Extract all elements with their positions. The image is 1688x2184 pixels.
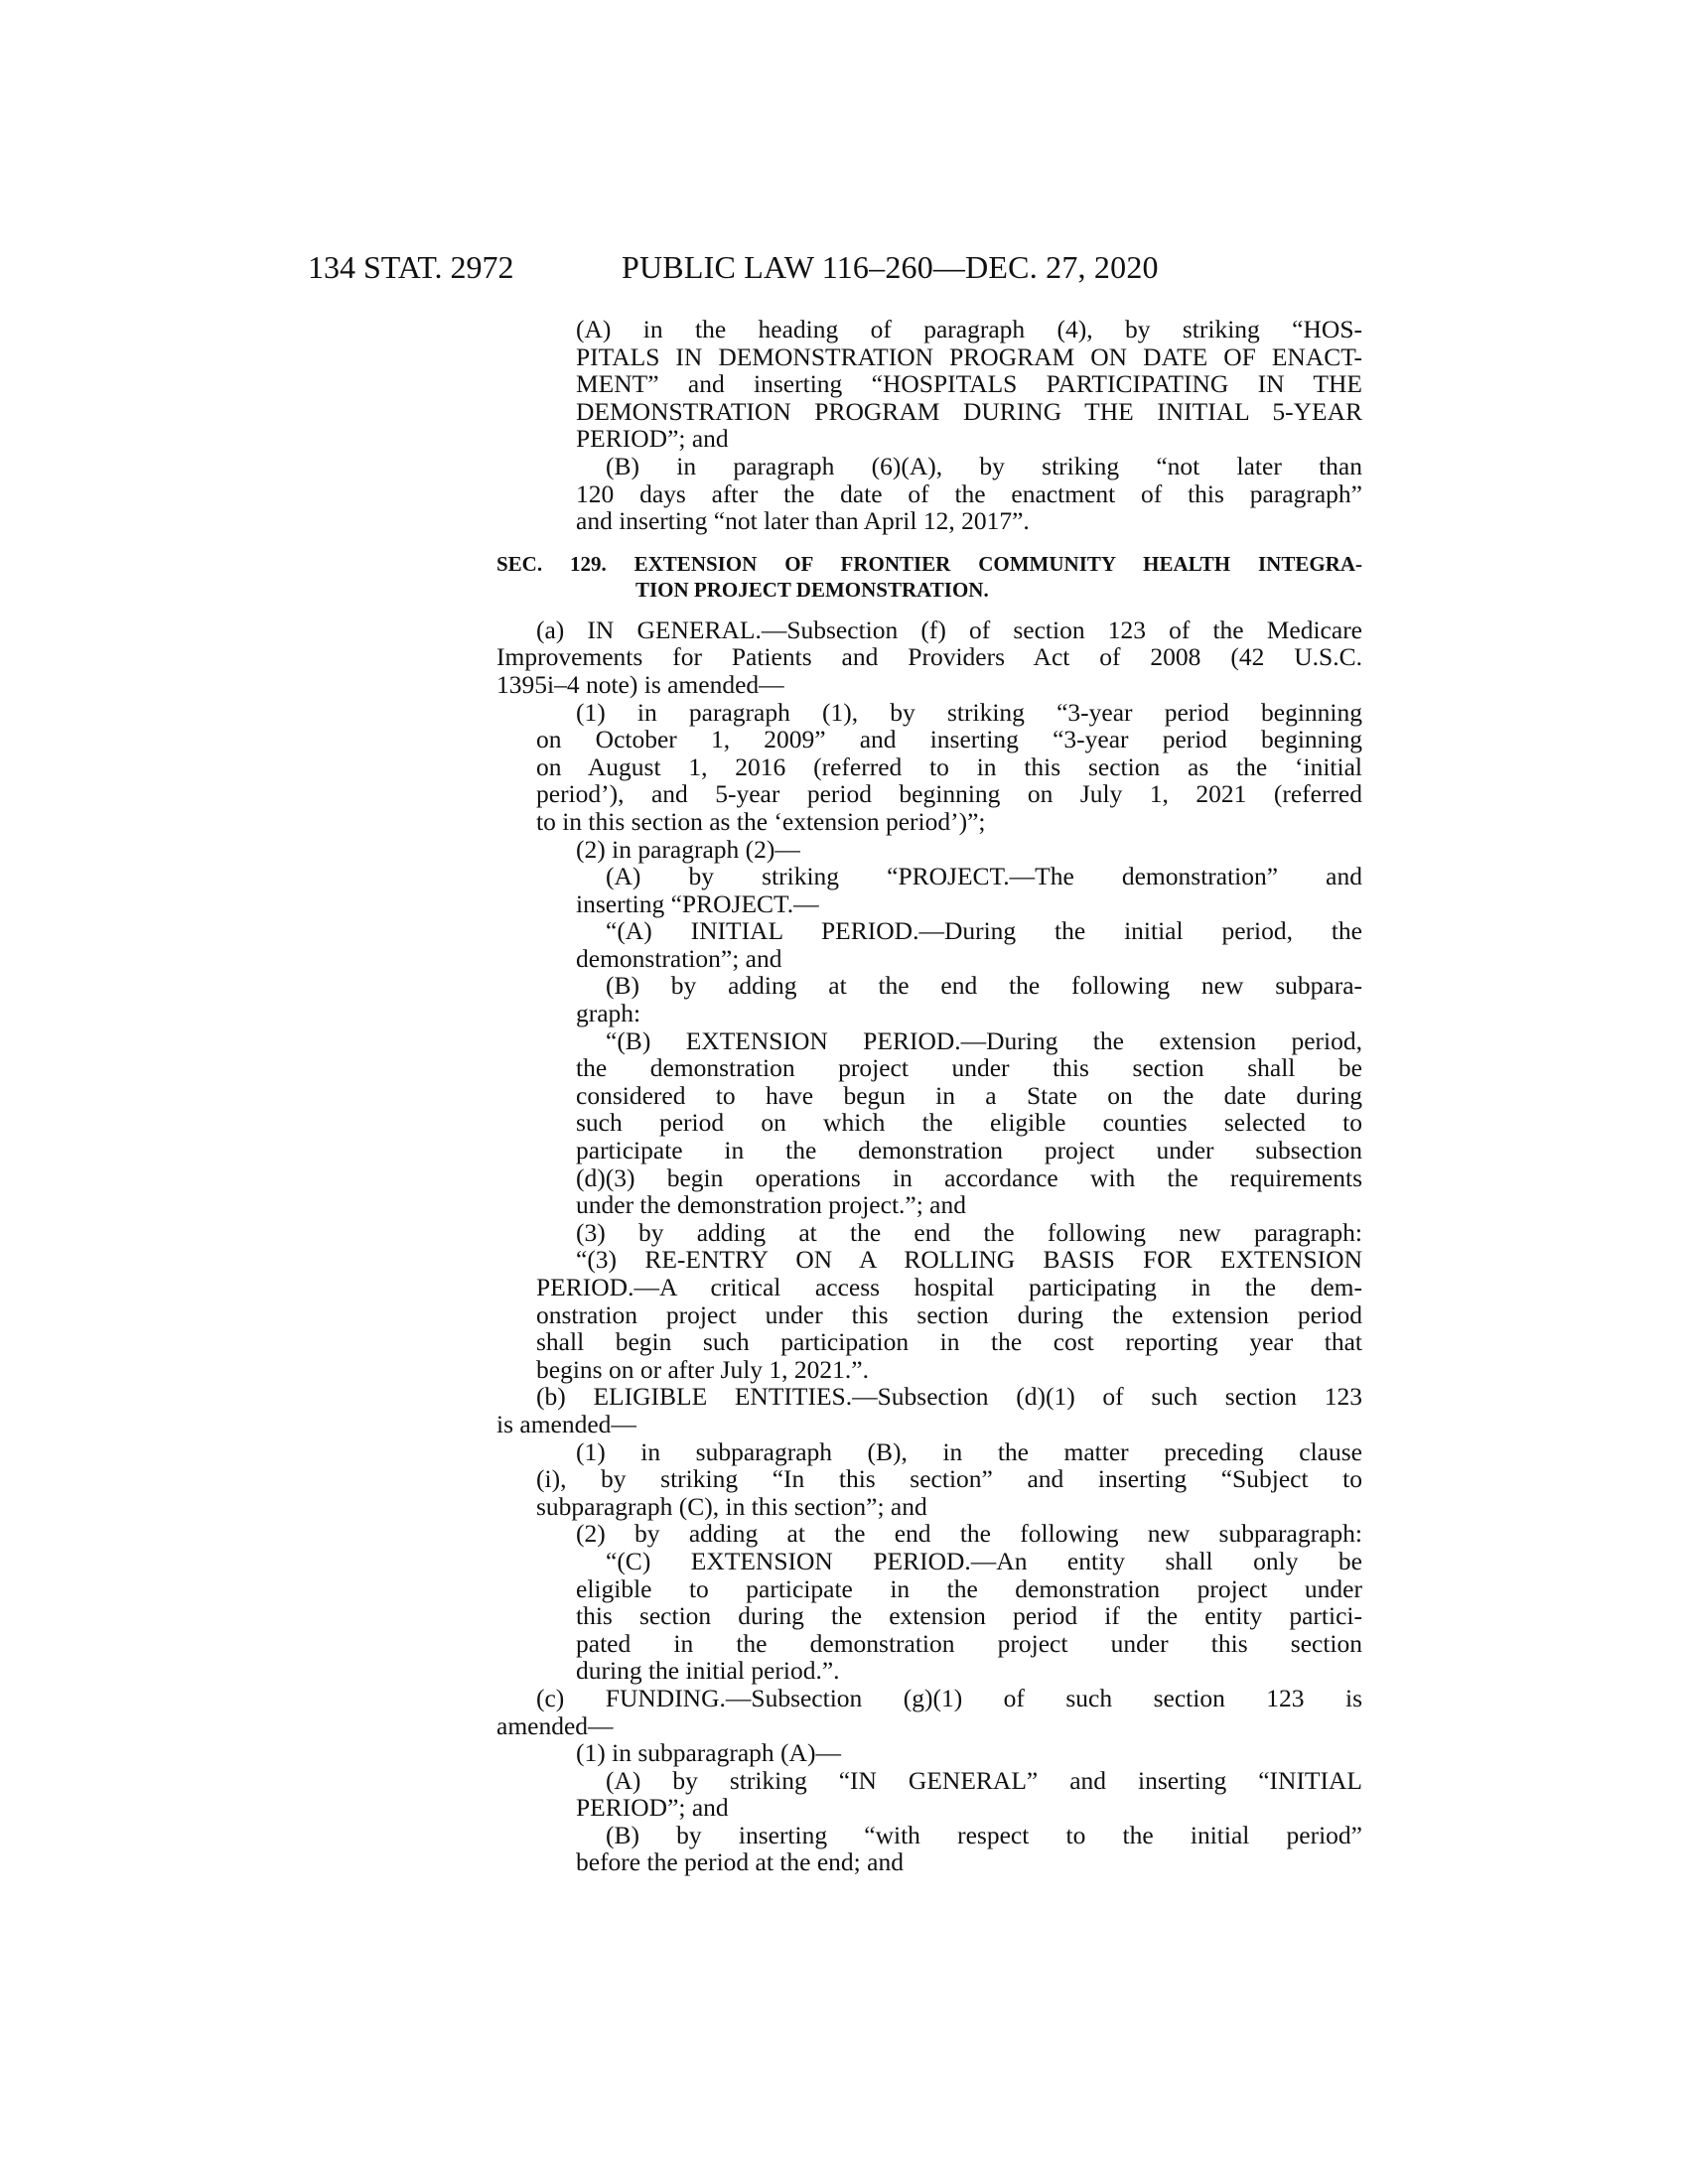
text-line: inserting “PROJECT.— (576, 888, 819, 918)
subsection-a-paragraph-2: (2) in paragraph (2)— (576, 834, 800, 864)
text-line: under the demonstration project.”; and (576, 1190, 966, 1220)
text-line: subparagraph (C), in this section”; and (536, 1491, 927, 1521)
subsection-b-paragraph-2: (2) by adding at the end the following new subparagraph: (576, 1519, 1362, 1549)
text-line: (B) in paragraph (6)(A), by striking “not later than (606, 451, 1362, 480)
text-line: before the period at the end; and (576, 1847, 904, 1877)
text-line: (A) by striking “IN GENERAL” and inserting “INITIAL (606, 1765, 1362, 1795)
text-line: eligible to participate in the demonstration project under (576, 1573, 1362, 1603)
subsection-b-paragraph-1 (496, 1438, 1362, 1521)
text-line: (1) in subparagraph (B), in the matter preceding clause (576, 1436, 1362, 1466)
text-line: (b) ELIGIBLE ENTITIES.—Subsection (d)(1) of such section 123 (536, 1382, 1362, 1412)
paragraph-1B (496, 453, 1362, 535)
subsection-a-2A-quote (496, 917, 1362, 972)
subsection-a-2A (496, 863, 1362, 917)
text-line: considered to have begun in a State on the date during (576, 1080, 1362, 1110)
text-line: DEMONSTRATION PROGRAM DURING THE INITIAL 5-YEAR (576, 396, 1362, 426)
subsection-a-2B (496, 972, 1362, 1026)
text-line: “(B) EXTENSION PERIOD.—During the extension period, (606, 1025, 1362, 1055)
text-line: on August 1, 2016 (referred to in this section as the ‘initial (536, 751, 1362, 781)
subsection-b-2-quote (496, 1548, 1362, 1685)
running-head-title: PUBLIC LAW 116–260—DEC. 27, 2020 (622, 249, 1159, 285)
text-line: pated in the demonstration project under this section (576, 1628, 1362, 1658)
subsection-c-1A (496, 1767, 1362, 1822)
text-line: “(C) EXTENSION PERIOD.—An entity shall only be (606, 1546, 1362, 1575)
text-line: PERIOD.—A critical access hospital participating in the dem- (536, 1273, 1362, 1301)
text-line: “(3) RE-ENTRY ON A ROLLING BASIS FOR EXTENSION (576, 1245, 1362, 1275)
text-line: (i), by striking “In this section” and inserting “Subject to (536, 1464, 1362, 1494)
text-line: (d)(3) begin operations in accordance with the requirements (576, 1162, 1362, 1192)
text-line: PERIOD”; and (576, 1793, 729, 1823)
text-line: to in this section as the ‘extension period’)”; (536, 806, 986, 836)
subsection-b (496, 1383, 1362, 1437)
text-line: period’), and 5-year period beginning on July 1, 2021 (referred (536, 779, 1362, 809)
text-line: on October 1, 2009” and inserting “3-year period beginning (536, 725, 1362, 754)
subsection-a-paragraph-3: (3) by adding at the end the following new paragraph: (576, 1217, 1362, 1247)
section-heading-line: SEC. 129. EXTENSION OF FRONTIER COMMUNITY HEALTH INTEGRA- (496, 551, 1362, 576)
text-line: (A) in the heading of paragraph (4), by striking “HOS- (576, 315, 1362, 343)
text-line: PITALS IN DEMONSTRATION PROGRAM ON DATE OF ENACT- (576, 341, 1362, 371)
text-line: (1) in paragraph (1), by striking “3-year period beginning (576, 697, 1362, 727)
text-line: (B) by inserting “with respect to the initial period” (606, 1820, 1362, 1849)
text-line: amended— (496, 1710, 614, 1740)
subsection-a-3-quote (496, 1246, 1362, 1383)
text-line: this section during the extension period if the entity partici- (576, 1601, 1362, 1631)
subsection-a-2B-quote (496, 1027, 1362, 1219)
text-line: such period on which the eligible counties selected to (576, 1108, 1362, 1138)
section-heading (496, 551, 1362, 603)
text-line: shall begin such participation in the cost reporting year that (536, 1327, 1362, 1357)
text-line: onstration project under this section during the extension period (536, 1299, 1362, 1329)
text-line: participate in the demonstration project under subsection (576, 1136, 1362, 1165)
text-line: and inserting “not later than April 12, 2017”. (576, 506, 1030, 536)
text-line: (a) IN GENERAL.—Subsection (f) of section 123 of the Medicare (536, 614, 1362, 644)
text-line: is amended— (496, 1409, 636, 1438)
text-line: PERIOD”; and (576, 424, 729, 454)
stat-page-reference: 134 STAT. 2972 (308, 249, 514, 285)
text-line: Improvements for Patients and Providers Act of 2008 (42 U.S.C. (496, 642, 1362, 672)
subsection-c-1B (496, 1822, 1362, 1876)
text-line: (B) by adding at the end the following new subpara- (606, 971, 1362, 1001)
statute-body (496, 316, 1362, 1876)
text-line: the demonstration project under this section shall be (576, 1053, 1362, 1083)
text-line: MENT” and inserting “HOSPITALS PARTICIPATING IN THE (576, 369, 1362, 399)
text-line: demonstration”; and (576, 943, 782, 973)
subsection-a-paragraph-1 (496, 699, 1362, 836)
subsection-a (496, 616, 1362, 699)
subsection-c (496, 1685, 1362, 1739)
text-line: begins on or after July 1, 2021.”. (536, 1354, 869, 1384)
text-line: 1395i–4 note) is amended— (496, 669, 784, 699)
text-line: (A) by striking “PROJECT.—The demonstration” and (606, 862, 1362, 891)
text-line: during the initial period.”. (576, 1656, 840, 1686)
text-line: 120 days after the date of the enactment of this paragraph” (576, 478, 1362, 508)
text-line: (c) FUNDING.—Subsection (g)(1) of such section 123 is (536, 1683, 1362, 1712)
text-line: “(A) INITIAL PERIOD.—During the initial period, the (606, 916, 1362, 946)
paragraph-1A (496, 316, 1362, 453)
text-line: graph: (576, 999, 641, 1028)
section-heading-line: TION PROJECT DEMONSTRATION. (635, 577, 989, 602)
subsection-c-paragraph-1: (1) in subparagraph (A)— (576, 1738, 841, 1768)
